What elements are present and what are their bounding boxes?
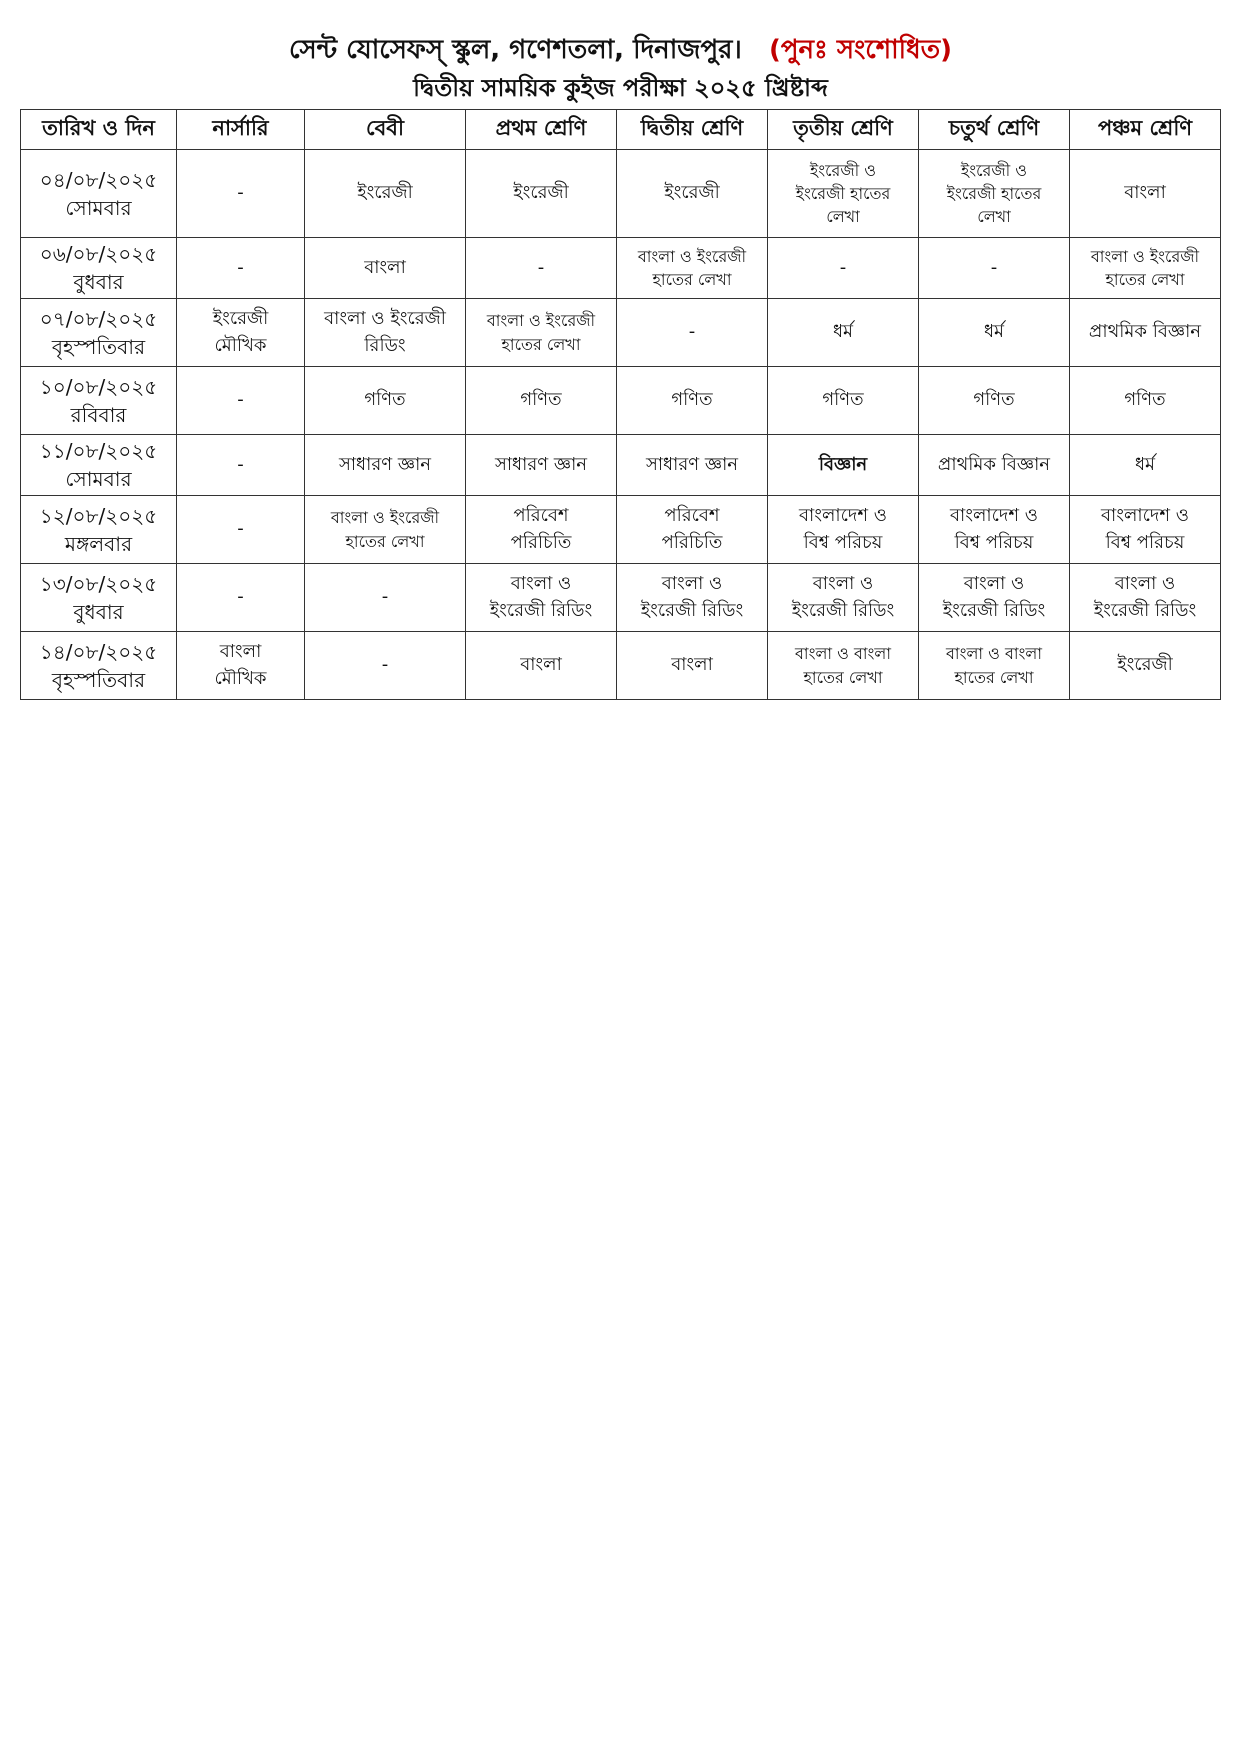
exam-date: ১৪/০৮/২০২৫ bbox=[39, 639, 158, 664]
subject-text: ইংরেজী হাতের bbox=[795, 183, 891, 203]
subject-text: হাতের লেখা bbox=[803, 667, 883, 687]
subject-cell-class-4 bbox=[919, 238, 1070, 299]
subject-cell-class-1 bbox=[466, 435, 617, 496]
subject-text: পরিবেশ bbox=[664, 505, 720, 527]
subject-text: - bbox=[688, 321, 696, 343]
col-header-class-3: তৃতীয় শ্রেণি bbox=[768, 110, 919, 150]
subject-cell-baby bbox=[305, 435, 466, 496]
subject-text: বাংলাদেশ ও bbox=[950, 505, 1038, 527]
table-row bbox=[21, 367, 1221, 435]
subject-text: বিশ্ব পরিচয় bbox=[1105, 531, 1185, 553]
table-body bbox=[21, 150, 1221, 700]
exam-day: বুধবার bbox=[73, 270, 124, 294]
exam-routine-table bbox=[20, 109, 1221, 700]
exam-date: ০৪/০৮/২০২৫ bbox=[39, 167, 158, 192]
subject-text: ইংরেজী রিডিং bbox=[791, 599, 895, 621]
date-cell bbox=[21, 299, 177, 367]
revised-label: (পুনঃ সংশোধিত) bbox=[768, 35, 953, 65]
table-row bbox=[21, 564, 1221, 632]
subject-text: বিশ্ব পরিচয় bbox=[803, 531, 883, 553]
subject-cell-class-4 bbox=[919, 632, 1070, 700]
subject-text: লেখা bbox=[826, 207, 860, 227]
subject-text: ইংরেজী রিডিং bbox=[489, 599, 593, 621]
subject-text: বাংলা bbox=[671, 654, 713, 676]
subject-text: ইংরেজী হাতের bbox=[946, 183, 1042, 203]
subject-text: বাংলা ও ইংরেজী bbox=[637, 246, 747, 266]
subject-text: - bbox=[839, 256, 847, 278]
subject-text: ধর্ম bbox=[983, 321, 1005, 343]
date-cell bbox=[21, 238, 177, 299]
subject-cell-class-2 bbox=[617, 496, 768, 564]
school-title bbox=[0, 30, 1241, 70]
table-row bbox=[21, 496, 1221, 564]
subject-cell-class-5 bbox=[1070, 435, 1221, 496]
subject-cell-class-3 bbox=[768, 150, 919, 238]
subject-cell-baby bbox=[305, 367, 466, 435]
exam-day: বৃহস্পতিবার bbox=[51, 667, 146, 692]
exam-date: ০৭/০৮/২০২৫ bbox=[39, 306, 158, 331]
subject-cell-class-1 bbox=[466, 150, 617, 238]
subject-text: ইংরেজী রিডিং bbox=[640, 599, 744, 621]
subject-text: সাধারণ জ্ঞান bbox=[494, 453, 588, 475]
subject-cell-class-1 bbox=[466, 238, 617, 299]
subject-cell-class-3 bbox=[768, 299, 919, 367]
exam-day: সোমবার bbox=[65, 195, 132, 220]
col-header-nursery: নার্সারি bbox=[177, 110, 305, 150]
subject-text: - bbox=[237, 586, 244, 608]
subject-cell-class-2 bbox=[617, 435, 768, 496]
subject-text: - bbox=[237, 256, 244, 278]
subject-text: বাংলা ও bbox=[963, 573, 1025, 595]
subject-text: বাংলা ও bbox=[1114, 573, 1176, 595]
subject-text: বাংলা ও ইংরেজী bbox=[1090, 246, 1200, 266]
subject-cell-baby bbox=[305, 632, 466, 700]
subject-cell-class-4 bbox=[919, 367, 1070, 435]
subject-text: গণিত bbox=[973, 389, 1015, 411]
subject-text: ইংরেজী bbox=[1117, 654, 1173, 676]
date-cell bbox=[21, 496, 177, 564]
subject-cell-nursery bbox=[177, 564, 305, 632]
subject-cell-class-3 bbox=[768, 435, 919, 496]
col-header-class-4: চতুর্থ শ্রেণি bbox=[919, 110, 1070, 150]
subject-text: গণিত bbox=[1124, 389, 1166, 411]
exam-day: বৃহস্পতিবার bbox=[51, 334, 146, 359]
col-header-class-1: প্রথম শ্রেণি bbox=[466, 110, 617, 150]
subject-text: - bbox=[237, 518, 244, 540]
subject-text: বাংলা bbox=[219, 641, 262, 663]
subject-cell-class-5 bbox=[1070, 564, 1221, 632]
subject-text: বাংলাদেশ ও bbox=[1101, 505, 1189, 527]
subject-cell-class-4 bbox=[919, 496, 1070, 564]
subject-cell-class-5 bbox=[1070, 632, 1221, 700]
subject-cell-class-5 bbox=[1070, 367, 1221, 435]
subject-text: - bbox=[381, 654, 389, 676]
subject-text: গণিত bbox=[520, 389, 562, 411]
subject-cell-nursery bbox=[177, 150, 305, 238]
subject-text: হাতের লেখা bbox=[954, 667, 1034, 687]
subject-text: লেখা bbox=[977, 207, 1011, 227]
subject-text: প্রাথমিক বিজ্ঞান bbox=[1088, 321, 1202, 343]
subject-cell-nursery bbox=[177, 299, 305, 367]
subject-cell-class-2 bbox=[617, 367, 768, 435]
subject-cell-class-3 bbox=[768, 496, 919, 564]
exam-day: সোমবার bbox=[65, 467, 132, 491]
subject-text: পরিচিতি bbox=[661, 531, 723, 553]
subject-cell-nursery bbox=[177, 435, 305, 496]
subject-text: হাতের লেখা bbox=[1105, 270, 1185, 289]
exam-date: ১২/০৮/২০২৫ bbox=[39, 503, 158, 528]
subject-text: বাংলা ও বাংলা bbox=[795, 644, 891, 664]
subject-cell-nursery bbox=[177, 496, 305, 564]
subject-text: রিডিং bbox=[364, 334, 406, 356]
subject-text: বাংলা ও ইংরেজী bbox=[324, 308, 446, 330]
subject-cell-class-4 bbox=[919, 564, 1070, 632]
subject-cell-class-3 bbox=[768, 632, 919, 700]
subject-text: ইংরেজী bbox=[513, 182, 569, 204]
col-header-baby: বেবী bbox=[305, 110, 466, 150]
subject-text: পরিচিতি bbox=[510, 531, 572, 553]
table-row bbox=[21, 238, 1221, 299]
subject-text: গণিত bbox=[671, 389, 713, 411]
col-header-class-2: দ্বিতীয় শ্রেণি bbox=[617, 110, 768, 150]
subject-cell-class-3 bbox=[768, 564, 919, 632]
date-cell bbox=[21, 150, 177, 238]
subject-text: ইংরেজী রিডিং bbox=[1093, 599, 1197, 621]
table-row bbox=[21, 632, 1221, 700]
subject-cell-class-1 bbox=[466, 564, 617, 632]
subject-cell-class-1 bbox=[466, 632, 617, 700]
table-row bbox=[21, 150, 1221, 238]
subject-cell-class-4 bbox=[919, 299, 1070, 367]
subject-text: মৌখিক bbox=[214, 334, 267, 356]
subject-cell-class-5 bbox=[1070, 238, 1221, 299]
subject-cell-class-3 bbox=[768, 238, 919, 299]
subject-text: ধর্ম bbox=[1134, 453, 1156, 475]
subject-text: ইংরেজী রিডিং bbox=[942, 599, 1046, 621]
subject-text: হাতের লেখা bbox=[345, 531, 425, 551]
subject-cell-baby bbox=[305, 496, 466, 564]
subject-text: পরিবেশ bbox=[513, 505, 569, 527]
col-header-date: তারিখ ও দিন bbox=[21, 110, 177, 150]
subject-cell-nursery bbox=[177, 632, 305, 700]
subject-cell-class-4 bbox=[919, 435, 1070, 496]
subject-text: ইংরেজী bbox=[357, 182, 413, 204]
subject-cell-class-2 bbox=[617, 150, 768, 238]
exam-day: রবিবার bbox=[70, 402, 127, 427]
subject-text: বাংলা bbox=[364, 256, 406, 278]
subject-text: - bbox=[237, 389, 244, 411]
subject-text: বাংলা ও বাংলা bbox=[946, 644, 1042, 664]
subject-text: ইংরেজী bbox=[212, 308, 269, 330]
subject-cell-class-5 bbox=[1070, 496, 1221, 564]
subject-cell-baby bbox=[305, 150, 466, 238]
subject-cell-class-3 bbox=[768, 367, 919, 435]
subject-cell-class-5 bbox=[1070, 299, 1221, 367]
subject-text: সাধারণ জ্ঞান bbox=[338, 453, 432, 475]
subject-cell-baby bbox=[305, 238, 466, 299]
subject-cell-baby bbox=[305, 299, 466, 367]
subject-text: বিজ্ঞান bbox=[818, 453, 868, 475]
subject-text: - bbox=[237, 453, 244, 475]
date-cell bbox=[21, 564, 177, 632]
subject-cell-class-2 bbox=[617, 299, 768, 367]
exam-day: বুধবার bbox=[73, 599, 124, 624]
school-name: সেন্ট যোসেফস্ স্কুল, গণেশতলা, দিনাজপুর। bbox=[288, 35, 742, 65]
table-row bbox=[21, 435, 1221, 496]
subject-cell-class-2 bbox=[617, 632, 768, 700]
date-cell bbox=[21, 632, 177, 700]
subject-text: - bbox=[237, 182, 244, 204]
subject-text: বিশ্ব পরিচয় bbox=[954, 531, 1034, 553]
subject-text: গণিত bbox=[822, 389, 864, 411]
subject-text: হাতের লেখা bbox=[501, 334, 581, 354]
subject-text: বাংলা bbox=[520, 654, 562, 676]
subject-text: হাতের লেখা bbox=[652, 270, 732, 289]
subject-cell-class-2 bbox=[617, 238, 768, 299]
subject-cell-nursery bbox=[177, 238, 305, 299]
subject-text: ইংরেজী ও bbox=[809, 160, 877, 180]
exam-date: ১০/০৮/২০২৫ bbox=[39, 374, 158, 399]
exam-date: ০৬/০৮/২০২৫ bbox=[39, 242, 158, 266]
date-cell bbox=[21, 435, 177, 496]
subject-text: বাংলা ও ইংরেজী bbox=[486, 311, 596, 331]
table-header-row bbox=[21, 110, 1221, 150]
subject-text: বাংলা ও bbox=[510, 573, 572, 595]
subject-text: সাধারণ জ্ঞান bbox=[645, 453, 739, 475]
subject-text: - bbox=[990, 256, 998, 278]
subject-text: প্রাথমিক বিজ্ঞান bbox=[937, 453, 1051, 475]
table-row bbox=[21, 299, 1221, 367]
subject-text: বাংলা bbox=[1124, 182, 1166, 204]
subject-text: ইংরেজী bbox=[664, 182, 720, 204]
subject-cell-class-2 bbox=[617, 564, 768, 632]
subject-text: গণিত bbox=[364, 389, 406, 411]
subject-cell-nursery bbox=[177, 367, 305, 435]
subject-text: ইংরেজী ও bbox=[960, 160, 1028, 180]
subject-text: বাংলা ও bbox=[661, 573, 723, 595]
col-header-class-5: পঞ্চম শ্রেণি bbox=[1070, 110, 1221, 150]
subject-text: বাংলা ও ইংরেজী bbox=[330, 508, 440, 528]
exam-date: ১৩/০৮/২০২৫ bbox=[39, 571, 158, 596]
exam-date: ১১/০৮/২০২৫ bbox=[39, 439, 158, 463]
date-cell bbox=[21, 367, 177, 435]
subject-text: বাংলা ও bbox=[812, 573, 874, 595]
subject-cell-class-1 bbox=[466, 367, 617, 435]
subject-text: - bbox=[537, 256, 545, 278]
subject-text: - bbox=[381, 586, 389, 608]
subject-cell-class-1 bbox=[466, 299, 617, 367]
subject-cell-baby bbox=[305, 564, 466, 632]
exam-day: মঙ্গলবার bbox=[64, 531, 133, 556]
exam-title: দ্বিতীয় সাময়িক কুইজ পরীক্ষা ২০২৫ খ্রিষ্টাব্দ bbox=[413, 74, 828, 102]
subject-text: মৌখিক bbox=[214, 667, 267, 689]
subject-cell-class-5 bbox=[1070, 150, 1221, 238]
subject-text: বাংলাদেশ ও bbox=[799, 505, 887, 527]
subject-cell-class-4 bbox=[919, 150, 1070, 238]
subject-text: ধর্ম bbox=[832, 321, 854, 343]
subject-cell-class-1 bbox=[466, 496, 617, 564]
